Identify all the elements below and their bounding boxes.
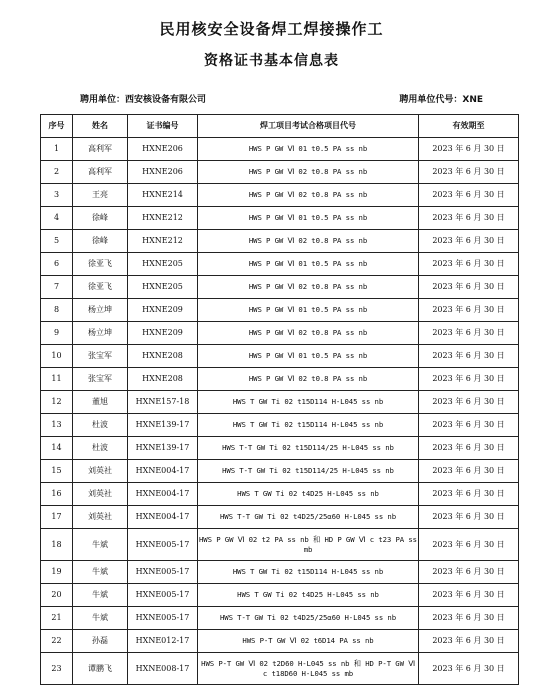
cell-cert: HXNE205	[128, 253, 198, 276]
cell-item: HWS P GW Ⅵ 02 t0.8 PA ss nb	[198, 230, 419, 253]
cell-valid: 2023 年 6 月 30 日	[419, 276, 519, 299]
cell-name: 徐亚飞	[73, 276, 128, 299]
table-row	[41, 483, 519, 506]
table-row	[41, 253, 519, 276]
cell-cert: HXNE004-17	[128, 506, 198, 529]
cell-cert: HXNE214	[128, 184, 198, 207]
cell-item: HWS T GW Ti 02 t4D25 H-L045 ss nb	[198, 483, 419, 506]
cell-name: 杨立坤	[73, 299, 128, 322]
cell-valid: 2023 年 6 月 30 日	[419, 207, 519, 230]
table-row	[41, 138, 519, 161]
cell-item: HWS T GW Ti 02 t15D114 H-L045 ss nb	[198, 391, 419, 414]
cell-valid: 2023 年 6 月 30 日	[419, 345, 519, 368]
cell-valid: 2023 年 6 月 30 日	[419, 299, 519, 322]
header-no: 序号	[41, 115, 73, 138]
cell-no: 22	[41, 630, 73, 653]
table-row	[41, 368, 519, 391]
cell-name: 高利军	[73, 161, 128, 184]
cell-item: HWS P GW Ⅵ 02 t0.8 PA ss nb	[198, 322, 419, 345]
cell-cert: HXNE005-17	[128, 607, 198, 630]
cell-valid: 2023 年 6 月 30 日	[419, 460, 519, 483]
cell-item: HWS T-T GW Ti 02 t15D114/25 H-L045 ss nb	[198, 460, 419, 483]
table-row	[41, 184, 519, 207]
cell-cert: HXNE208	[128, 368, 198, 391]
cell-name: 杜波	[73, 414, 128, 437]
cell-name: 王亮	[73, 184, 128, 207]
cell-name: 牛斌	[73, 529, 128, 561]
cell-item: HWS P-T GW Ⅵ 02 t6D14 PA ss nb	[198, 630, 419, 653]
cell-no: 19	[41, 561, 73, 584]
cell-cert: HXNE206	[128, 161, 198, 184]
document-title: 民用核安全设备焊工焊接操作工	[159, 20, 384, 38]
table-row	[41, 230, 519, 253]
cell-item: HWS T-T GW Ti 02 t4D25/25α60 H-L045 ss nb	[198, 607, 419, 630]
cell-item: HWS P GW Ⅵ 02 t0.8 PA ss nb	[198, 276, 419, 299]
cell-item: HWS T-T GW Ti 02 t4D25/25α60 H-L045 ss nb	[198, 506, 419, 529]
cell-item: HWS P GW Ⅵ 02 t0.8 PA ss nb	[198, 161, 419, 184]
cell-cert: HXNE209	[128, 322, 198, 345]
cell-name: 刘英社	[73, 483, 128, 506]
cell-no: 6	[41, 253, 73, 276]
cell-cert: HXNE208	[128, 345, 198, 368]
table-row	[41, 322, 519, 345]
table-row	[41, 630, 519, 653]
cell-item: HWS P GW Ⅵ 01 t0.5 PA ss nb	[198, 253, 419, 276]
table-row	[41, 653, 519, 685]
table-row	[41, 561, 519, 584]
cell-name: 牛斌	[73, 607, 128, 630]
cell-item: HWS T GW Ti 02 t15D114 H-L045 ss nb	[198, 561, 419, 584]
cell-name: 牛斌	[73, 561, 128, 584]
cell-name: 刘英社	[73, 460, 128, 483]
cell-name: 谭鹏飞	[73, 653, 128, 685]
cell-name: 牛斌	[73, 584, 128, 607]
cell-cert: HXNE212	[128, 230, 198, 253]
cell-no: 14	[41, 437, 73, 460]
cell-cert: HXNE212	[128, 207, 198, 230]
cell-no: 13	[41, 414, 73, 437]
header-item: 焊工项目考试合格项目代号	[198, 115, 419, 138]
cell-valid: 2023 年 6 月 30 日	[419, 161, 519, 184]
cell-name: 高利军	[73, 138, 128, 161]
header-name: 姓名	[73, 115, 128, 138]
table-row	[41, 207, 519, 230]
header-valid: 有效期至	[419, 115, 519, 138]
cell-valid: 2023 年 6 月 30 日	[419, 391, 519, 414]
cell-cert: HXNE209	[128, 299, 198, 322]
table-row	[41, 276, 519, 299]
cell-valid: 2023 年 6 月 30 日	[419, 138, 519, 161]
cell-name: 杜波	[73, 437, 128, 460]
cell-valid: 2023 年 6 月 30 日	[419, 607, 519, 630]
cell-item: HWS T GW Ti 02 t4D25 H-L045 ss nb	[198, 584, 419, 607]
cell-valid: 2023 年 6 月 30 日	[419, 630, 519, 653]
cell-name: 刘英社	[73, 506, 128, 529]
cell-item: HWS P GW Ⅵ 01 t0.5 PA ss nb	[198, 138, 419, 161]
cell-cert: HXNE005-17	[128, 584, 198, 607]
cell-valid: 2023 年 6 月 30 日	[419, 322, 519, 345]
cell-no: 5	[41, 230, 73, 253]
cell-name: 杨立坤	[73, 322, 128, 345]
cell-name: 孙磊	[73, 630, 128, 653]
cell-item: HWS P GW Ⅵ 02 t2 PA ss nb 和 HD P GW Ⅵ c t23 PA ss mb	[198, 529, 419, 561]
cell-item: HWS P GW Ⅵ 01 t0.5 PA ss nb	[198, 345, 419, 368]
cell-valid: 2023 年 6 月 30 日	[419, 584, 519, 607]
cell-valid: 2023 年 6 月 30 日	[419, 253, 519, 276]
cell-name: 张宝军	[73, 345, 128, 368]
cell-valid: 2023 年 6 月 30 日	[419, 506, 519, 529]
certificate-table	[40, 114, 519, 685]
cell-valid: 2023 年 6 月 30 日	[419, 230, 519, 253]
cell-cert: HXNE005-17	[128, 529, 198, 561]
cell-item: HWS P GW Ⅵ 01 t0.5 PA ss nb	[198, 207, 419, 230]
table-row	[41, 299, 519, 322]
cell-no: 1	[41, 138, 73, 161]
table-row	[41, 584, 519, 607]
cell-item: HWS P-T GW Ⅵ 02 t2D60 H-L045 ss nb 和 HD P-T GW Ⅵ c t18D60 H-L045 ss mb	[198, 653, 419, 685]
cell-no: 4	[41, 207, 73, 230]
cell-no: 12	[41, 391, 73, 414]
table-row	[41, 529, 519, 561]
cell-no: 8	[41, 299, 73, 322]
cell-no: 21	[41, 607, 73, 630]
cell-no: 15	[41, 460, 73, 483]
cell-no: 9	[41, 322, 73, 345]
cell-name: 徐亚飞	[73, 253, 128, 276]
cell-name: 董旭	[73, 391, 128, 414]
cell-no: 7	[41, 276, 73, 299]
header-cert: 证书编号	[128, 115, 198, 138]
cell-cert: HXNE012-17	[128, 630, 198, 653]
cell-name: 张宝军	[73, 368, 128, 391]
cell-no: 20	[41, 584, 73, 607]
table-row	[41, 506, 519, 529]
cell-no: 17	[41, 506, 73, 529]
cell-no: 18	[41, 529, 73, 561]
cell-valid: 2023 年 6 月 30 日	[419, 483, 519, 506]
cell-no: 23	[41, 653, 73, 685]
cell-valid: 2023 年 6 月 30 日	[419, 184, 519, 207]
cell-item: HWS P GW Ⅵ 02 t0.8 PA ss nb	[198, 368, 419, 391]
cell-item: HWS T-T GW Ti 02 t15D114/25 H-L045 ss nb	[198, 437, 419, 460]
cell-valid: 2023 年 6 月 30 日	[419, 414, 519, 437]
table-row	[41, 607, 519, 630]
employer-label: 聘用单位：西安核设备有限公司	[80, 95, 207, 105]
cell-valid: 2023 年 6 月 30 日	[419, 437, 519, 460]
cell-cert: HXNE004-17	[128, 483, 198, 506]
table-row	[41, 391, 519, 414]
cell-name: 徐峰	[73, 230, 128, 253]
cell-no: 16	[41, 483, 73, 506]
table-row	[41, 414, 519, 437]
cell-item: HWS T GW Ti 02 t15D114 H-L045 ss nb	[198, 414, 419, 437]
employer-code-label: 聘用单位代号：XNE	[399, 95, 483, 105]
cell-no: 3	[41, 184, 73, 207]
table-header-row	[41, 115, 519, 138]
cell-cert: HXNE139-17	[128, 414, 198, 437]
cell-item: HWS P GW Ⅵ 01 t0.5 PA ss nb	[198, 299, 419, 322]
cell-no: 10	[41, 345, 73, 368]
document-subtitle: 资格证书基本信息表	[204, 53, 339, 69]
cell-no: 2	[41, 161, 73, 184]
cell-cert: HXNE139-17	[128, 437, 198, 460]
cell-cert: HXNE206	[128, 138, 198, 161]
cell-valid: 2023 年 6 月 30 日	[419, 368, 519, 391]
cell-cert: HXNE005-17	[128, 561, 198, 584]
cell-cert: HXNE157-18	[128, 391, 198, 414]
cell-cert: HXNE205	[128, 276, 198, 299]
cell-valid: 2023 年 6 月 30 日	[419, 529, 519, 561]
cell-cert: HXNE008-17	[128, 653, 198, 685]
table-row	[41, 460, 519, 483]
table-row	[41, 437, 519, 460]
cell-name: 徐峰	[73, 207, 128, 230]
table-row	[41, 161, 519, 184]
cell-item: HWS P GW Ⅵ 02 t0.8 PA ss nb	[198, 184, 419, 207]
table-row	[41, 345, 519, 368]
cell-valid: 2023 年 6 月 30 日	[419, 653, 519, 685]
cell-valid: 2023 年 6 月 30 日	[419, 561, 519, 584]
cell-no: 11	[41, 368, 73, 391]
table-body	[41, 138, 519, 685]
cell-cert: HXNE004-17	[128, 460, 198, 483]
